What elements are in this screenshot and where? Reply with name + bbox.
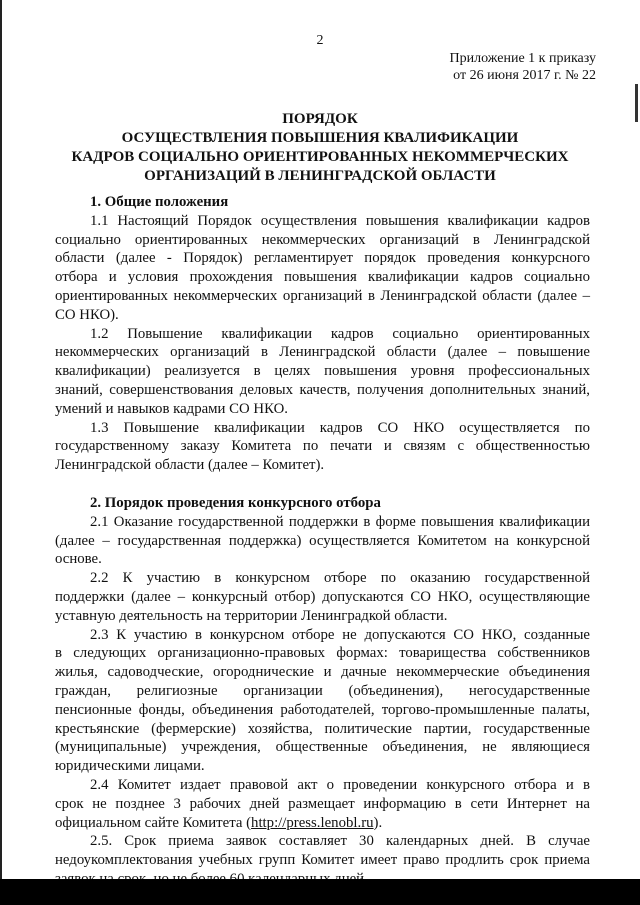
paragraph-2-4 [55, 776, 590, 832]
text-line: знаний, совершенствования деловых качеств, получения дополнительных знаний, [55, 381, 590, 398]
text-line: СО НКО). [55, 306, 119, 323]
text-line: 2.1 Оказание государственной поддержки в форме повышения квалификации [90, 513, 590, 530]
text-line: 2.2 К участию в конкурсном отборе по оказанию государственной [90, 570, 590, 587]
scan-edge-bottom [0, 879, 640, 905]
text-line: (далее – государственная поддержка) осуществляется Комитетом на конкурсной [55, 532, 590, 549]
section-gap [55, 475, 590, 494]
text-line: социально ориентированных некоммерческих организаций в Ленинградской [55, 231, 590, 248]
document-body [55, 193, 590, 889]
section-1-heading: 1. Общие положения [90, 194, 229, 210]
text-line: поддержки (далее – конкурсный отбор) допускаются СО НКО, осуществляющие [55, 588, 590, 605]
text-line: (муниципальные) учреждения, общественные объединения, не являющиеся [55, 739, 590, 756]
text-line: срок не позднее 3 рабочих дней размещает информацию в сети Интернет на [55, 795, 590, 812]
scan-edge-mark [635, 84, 638, 122]
text-line: граждан, религиозные организации (объединения), негосударственные [55, 682, 590, 699]
text-line: умений и навыков кадрами СО НКО. [55, 400, 288, 417]
text-line: основе. [55, 551, 102, 568]
text-line: юридическими лицами. [55, 758, 205, 775]
text-line: Ленинградской области (далее – Комитет). [55, 457, 325, 474]
text-line: 2.4 Комитет издает правовой акт о проведении конкурсного отбора и в [90, 776, 590, 793]
text-line [55, 814, 590, 833]
document-title [40, 110, 600, 186]
paragraph-2-1 [55, 513, 590, 569]
text-line: пенсионные фонды, объединения работодателей, торгово-промышленные палаты, [55, 701, 590, 718]
text-line: в следующих организационно-правовых формах: товарищества собственников [55, 645, 590, 662]
text-line: ориентированных некоммерческих организаций в Ленинградской области (далее – [55, 287, 590, 304]
text-line: 1.1 Настоящий Порядок осуществления повышения квалификации кадров [90, 212, 590, 229]
paragraph-2-3 [55, 626, 590, 776]
text-line: недоукомплектования учебных групп Комитет имеет право продлить срок приема [55, 852, 590, 869]
committee-website-link[interactable]: http://press.lenobl.ru [251, 814, 374, 831]
paragraph-1-1 [55, 212, 590, 325]
text-line: некоммерческих организаций в Ленинградской области (далее – повышение [55, 344, 590, 361]
section-2-heading: 2. Порядок проведения конкурсного отбора [90, 494, 381, 511]
title-line-4: ОРГАНИЗАЦИЙ В ЛЕНИНГРАДСКОЙ ОБЛАСТИ [144, 168, 496, 184]
annex-line-1: Приложение 1 к приказу [449, 51, 596, 66]
page-number: 2 [316, 33, 324, 48]
text-fragment: официальном сайте Комитета ( [55, 814, 252, 831]
title-line-1: ПОРЯДОК [282, 111, 358, 127]
text-line: 2.5. Срок приема заявок составляет 30 календарных дней. В случае [90, 833, 590, 850]
text-line: квалификации) реализуется в целях повышения уровня профессиональных [55, 363, 590, 380]
text-line: 2.3 К участию в конкурсном отборе не допускаются СО НКО, созданные [90, 626, 590, 643]
paragraph-2-2 [55, 569, 590, 625]
text-line: государственному заказу Комитета по печати и связям с общественностью [55, 438, 590, 455]
text-line: уставную деятельность на территории Ленинградкой области. [55, 607, 448, 624]
paragraph-1-2 [55, 325, 590, 419]
annex-line-2: от 26 июня 2017 г. № 22 [453, 68, 596, 83]
text-line: отбора и условия прохождения повышения квалификации кадров социально [55, 269, 590, 286]
text-line: 1.3 Повышение квалификации кадров СО НКО осуществляется по [90, 419, 590, 436]
text-fragment: ). [373, 814, 383, 831]
text-line: области (далее - Порядок) регламентирует порядок проведения конкурсного [55, 250, 590, 267]
annex-reference [450, 50, 596, 84]
title-line-3: КАДРОВ СОЦИАЛЬНО ОРИЕНТИРОВАННЫХ НЕКОММЕРЧЕСКИХ [71, 149, 569, 165]
text-line: жилья, садоводческие, огороднические и дачные некоммерческие объединения [55, 664, 590, 681]
scan-edge-left [0, 0, 2, 905]
text-line: 1.2 Повышение квалификации кадров социально ориентированных [90, 325, 590, 342]
text-line: крестьянские (фермерские) хозяйства, политические партии, государственные [55, 720, 590, 737]
title-line-2: ОСУЩЕСТВЛЕНИЯ ПОВЫШЕНИЯ КВАЛИФИКАЦИИ [121, 130, 519, 146]
paragraph-1-3 [55, 419, 590, 475]
